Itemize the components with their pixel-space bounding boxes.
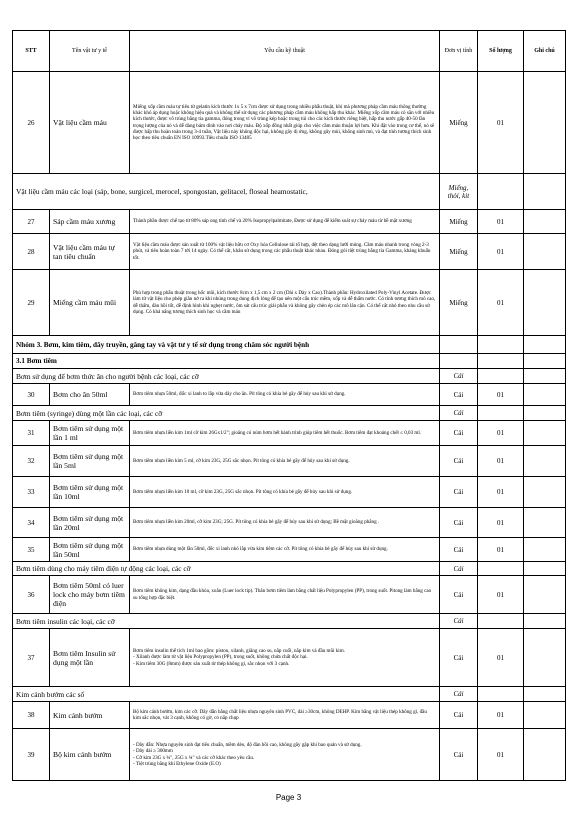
table-row [13, 576, 566, 614]
group-unit: Cái [440, 562, 478, 576]
row-quantity: 01 [478, 576, 524, 614]
row-unit: Cái [440, 384, 478, 406]
header-quantity: Số lượng [478, 31, 524, 72]
page-number: Page 3 [275, 793, 302, 802]
row-requirements: Bơm tiêm nhựa 50ml, đốc xi lanh to lắp vừa dây cho ăn. Pít tông có khía bẻ gãy để hủy sau khi sử dụng. [130, 384, 440, 406]
table-row [13, 270, 566, 336]
row-unit: Miếng [440, 210, 478, 234]
row-quantity: 01 [478, 446, 524, 477]
row-item-name: Bơm tiêm sử dụng một lần 1 ml [50, 421, 130, 446]
row-note [524, 508, 566, 538]
row-unit: Cái [440, 508, 478, 538]
row-requirements: Vật liệu cầm máu được sản xuất từ 100% vật liệu hữu cơ Oxy hóa Cellulose tái tổ hợp, dệt theo dạng lưới mỏng. Cầm máu nhanh trong vòng 2-3 phút, và tiêu hoàn toàn 7 tới 14 ngày. Có thể cắt, khâu sử dụng trong các phẫu thuật khác nhau. Đóng gói tiệt trùng bằng tia Gamma, kháng khuẩn tốt. [130, 234, 440, 270]
section-quantity [478, 336, 524, 354]
row-note [524, 384, 566, 406]
row-note [524, 538, 566, 562]
row-note [524, 270, 566, 336]
section-note [524, 336, 566, 354]
row-item-name: Bơm tiêm sử dụng một lần 10ml [50, 477, 130, 508]
table-row [13, 210, 566, 234]
row-requirements: Bơm tiêm không kim, dạng đầu khóa, xoắn (Luer lock tip). Thân bơm tiêm làm bằng chất liệu Polypropylen (PP), trong suốt. Pitong làm bằng cao su tổng hợp đặc biệt. [130, 576, 440, 614]
group-quantity [478, 562, 524, 576]
row-requirements: Bơm tiêm nhựa liền kim 5 ml, cỡ kim 23G, 25G sắc nhọn. Pít tông có khía bẻ gãy để hủy sau khi sử dụng. [130, 446, 440, 477]
row-quantity: 01 [478, 234, 524, 270]
group-title: Kim cánh bướm các số [13, 687, 440, 702]
group-note [524, 174, 566, 210]
row-item-name: Vật liệu cầm máu [50, 72, 130, 174]
section-note [524, 354, 566, 369]
header-name: Tên vật tư y tế [50, 31, 130, 72]
row-quantity: 01 [478, 702, 524, 729]
row-quantity: 01 [478, 270, 524, 336]
row-item-name: Bộ kim cánh bướm [50, 729, 130, 781]
header-stt: STT [13, 31, 50, 72]
group-note [524, 369, 566, 384]
header-unit: Đơn vị tính [440, 31, 478, 72]
group-title: Bơm tiêm (syringe) dùng một lần các loại, các cỡ [13, 406, 440, 421]
row-requirements: Bơm tiêm nhựa liền kim 1ml cỡ kim 26Gx1/2"; gioăng có núm bơm hết hành trình giúp tiêm hết thuốc. Bơm tiêm đạt khoảng chết ≤ 0,03 ml. [130, 421, 440, 446]
row-quantity: 01 [478, 72, 524, 174]
row-stt: 39 [13, 729, 50, 781]
group-unit: Cái [440, 369, 478, 384]
row-requirements: Bơm tiêm nhựa liền kim 10 ml, cỡ kim 23G, 25G sắc nhọn. Pít tông có khía bẻ gãy để hủy sau khi sử dụng. [130, 477, 440, 508]
group-unit: Miếng, thỏi, kit [440, 174, 478, 210]
group-unit: Cái [440, 614, 478, 629]
row-item-name: Bơm tiêm sử dụng một lần 20ml [50, 508, 130, 538]
table-row [13, 538, 566, 562]
table-row [13, 477, 566, 508]
row-note [524, 234, 566, 270]
row-requirements: Miếng xốp cầm máu tự tiêu từ gelatin kích thước 1x 5 x 7cm được sử dụng trong nhiều phẫu thuật, khi mà phương pháp cầm máu thông thường khác khó áp dụng hoặc không hiệu quả và không thể sử dụng các phương pháp cầm máu không hấp thu khác. Miếng xốp cầm máu có sẵn với nhiều kích thước, được vô trùng bằng tia gamma, đóng trong vỉ vô trùng kép hoặc trong túi cho các kích thước riêng biệt, hấp thu nước gấp 40-50 lần trọng lượng của nó và dễ dàng bám dính vào nơi chảy máu. Độ xốp đồng nhất giúp cho việc cầm máu thuận lợi hơn. Khi đặt vào trong cơ thể, nó sẽ được hấp thu hoàn toàn trong 3-4 tuần, Vật liệu này không độc hại, không gây dị ứng, không gây mùi, không sinh mủ, và đạt tính tương thích sinh học theo tiêu chuẩn EN ISO 10993.Tiêu chuẩn ISO 13485 [130, 72, 440, 174]
group-note [524, 406, 566, 421]
row-item-name: Kim cánh bướm [50, 702, 130, 729]
group-quantity [478, 614, 524, 629]
section-row [13, 336, 566, 354]
row-item-name: Bơm tiêm sử dụng một lần 50ml [50, 538, 130, 562]
row-stt: 37 [13, 629, 50, 687]
group-row [13, 369, 566, 384]
row-stt: 32 [13, 446, 50, 477]
header-requirements: Yêu cầu kỹ thuật [130, 31, 440, 72]
group-title: Vật liệu cầm máu các loại (sáp, bone, surgicel, merocel, spongostan, gelitacel, floseal heamostatic, [13, 174, 440, 210]
row-unit: Cái [440, 477, 478, 508]
table-row [13, 729, 566, 781]
group-note [524, 614, 566, 629]
row-quantity: 01 [478, 210, 524, 234]
row-stt: 34 [13, 508, 50, 538]
table-header-row [13, 31, 566, 72]
group-note [524, 562, 566, 576]
group-quantity [478, 174, 524, 210]
group-quantity [478, 406, 524, 421]
row-stt: 33 [13, 477, 50, 508]
row-unit: Cái [440, 421, 478, 446]
row-quantity: 01 [478, 508, 524, 538]
row-quantity: 01 [478, 421, 524, 446]
table-row [13, 384, 566, 406]
row-quantity: 01 [478, 629, 524, 687]
table-row [13, 508, 566, 538]
header-note: Ghi chú [524, 31, 566, 72]
row-stt: 30 [13, 384, 50, 406]
group-unit: Cái [440, 687, 478, 702]
row-quantity: 01 [478, 477, 524, 508]
group-row [13, 174, 566, 210]
row-item-name: Bơm tiêm Insulin sử dụng một lần [50, 629, 130, 687]
row-requirements: Thành phần được chế tạo từ 80% sáp ong tinh chế và 20% Isopropylpalmitate, Được sử dụng để kiểm soát sự chảy máu từ bề mặt xương [130, 210, 440, 234]
row-item-name: Miếng cầm máu mũi [50, 270, 130, 336]
row-requirements: Bộ kim cánh bướm, kim các cỡ. Dây dẫn bằng chất liệu nhựa nguyên sinh PVC, dài ≥30cm, không DEHP. Kim bằng vật liệu thép không gỉ, đầu kim sắc nhọn, vát 3 cạnh, không có gờ, có nắp chụp [130, 702, 440, 729]
section-unit [440, 336, 478, 354]
row-requirements: - Dây dẫn: Nhựa nguyên sinh đạt tiêu chuẩn, mềm dẻo, độ đàn hồi cao, không gãy gập khi bao quản và sử dụng. - Dây dài ≥ 300mm - Cỡ kim 23G x ¾", 25G x ¾" và các cỡ khác theo yêu cầu. - Tiệt trùng bằng khí Ethylene Oxide (E.O) [130, 729, 440, 781]
row-note [524, 629, 566, 687]
row-stt: 31 [13, 421, 50, 446]
group-row [13, 687, 566, 702]
row-note [524, 421, 566, 446]
group-row [13, 406, 566, 421]
row-requirements: Phù hợp trong phẫu thuật trong hốc mũi, kích thước 8cm x 1,5 cm x 2 cm (Dài x Dày x Cao).Thành phần: Hydroxilated Poly-Vinyl Acetate. Được làm từ vật liệu cho phép giãn nở ra khi nhúng trong dung dịch lỏng để tạo nên một cấu trúc mềm, xốp và dễ thấm nước. Có tính tương thích mô cao, dễ thấm, đàn hồi tốt, dễ định hình khi nghẹt nước, ôm sát cấu trúc giải phẫu và không gây chèn ép các mô lân cận. Có thể cắt nhỏ theo nhu cầu sử dụng. Có khả năng tương thích sinh học và cầm máu [130, 270, 440, 336]
row-item-name: Sáp cầm máu xương [50, 210, 130, 234]
row-stt: 28 [13, 234, 50, 270]
supply-table-sheet [12, 30, 565, 781]
row-quantity: 01 [478, 729, 524, 781]
section-row [13, 354, 566, 369]
row-unit: Cái [440, 729, 478, 781]
row-requirements: Bơm tiêm nhựa dùng một lần 50ml, đốc xi lanh nhỏ lắp vừa kim tiêm các cỡ. Pít tông có khía bẻ gãy để hủy sau khi sử dụng. [130, 538, 440, 562]
row-item-name: Bơm tiêm sử dụng một lần 5ml [50, 446, 130, 477]
row-stt: 35 [13, 538, 50, 562]
group-quantity [478, 369, 524, 384]
section-title: Nhóm 3. Bơm, kim tiêm, dây truyền, găng tay và vật tư y tế sử dụng trong chăm sóc người bệnh [13, 336, 440, 354]
row-note [524, 72, 566, 174]
row-item-name: Bơm tiêm 50ml có luer lock cho máy bơm tiêm điện [50, 576, 130, 614]
row-unit: Cái [440, 629, 478, 687]
section-unit [440, 354, 478, 369]
row-unit: Miếng [440, 270, 478, 336]
row-note [524, 477, 566, 508]
row-note [524, 729, 566, 781]
row-unit: Cái [440, 702, 478, 729]
group-quantity [478, 687, 524, 702]
row-stt: 27 [13, 210, 50, 234]
row-note [524, 702, 566, 729]
group-row [13, 562, 566, 576]
row-quantity: 01 [478, 538, 524, 562]
row-stt: 36 [13, 576, 50, 614]
row-quantity: 01 [478, 384, 524, 406]
row-unit: Cái [440, 446, 478, 477]
table-row [13, 421, 566, 446]
row-unit: Miếng [440, 72, 478, 174]
group-title: Bơm tiêm insulin các loại, các cỡ [13, 614, 440, 629]
row-requirements: Bơm tiêm insulin thể tích 1ml bao gồm: piston, xilanh, giăng cao su, nắp cuối, nắp kim và đầu mũi kim. - Xilanh được làm từ vật liệu Polypropylen (PP), trong suốt, không chứa chất độc hại. - Kim tiêm 30G (8mm) được sản xuất từ thép không gỉ, sắc nhọn với 3 cạnh. [130, 629, 440, 687]
table-row [13, 629, 566, 687]
row-note [524, 210, 566, 234]
row-unit: Miếng [440, 234, 478, 270]
group-title: Bơm tiêm dùng cho máy tiêm điện tự động các loại, các cỡ [13, 562, 440, 576]
row-note [524, 576, 566, 614]
supply-table [12, 30, 566, 781]
group-unit: Cái [440, 406, 478, 421]
row-requirements: Bơm tiêm nhựa liền kim 20ml, cỡ kim 23G; 25G. Pít tông có khía bẻ gãy để hủy sau khi sử dụng; Bề mặt gioăng phẳng . [130, 508, 440, 538]
row-item-name: Vật liệu cầm máu tự tan tiêu chuẩn [50, 234, 130, 270]
section-title: 3.1 Bơm tiêm [13, 354, 440, 369]
row-stt: 29 [13, 270, 50, 336]
row-unit: Cái [440, 576, 478, 614]
section-quantity [478, 354, 524, 369]
table-row [13, 446, 566, 477]
row-unit: Cái [440, 538, 478, 562]
row-item-name: Bơm cho ăn 50ml [50, 384, 130, 406]
table-row [13, 234, 566, 270]
row-stt: 38 [13, 702, 50, 729]
group-row [13, 614, 566, 629]
group-note [524, 687, 566, 702]
table-row [13, 72, 566, 174]
table-row [13, 702, 566, 729]
row-stt: 26 [13, 72, 50, 174]
group-title: Bơm sử dụng để bơm thức ăn cho người bệnh các loại, các cỡ [13, 369, 440, 384]
row-note [524, 446, 566, 477]
